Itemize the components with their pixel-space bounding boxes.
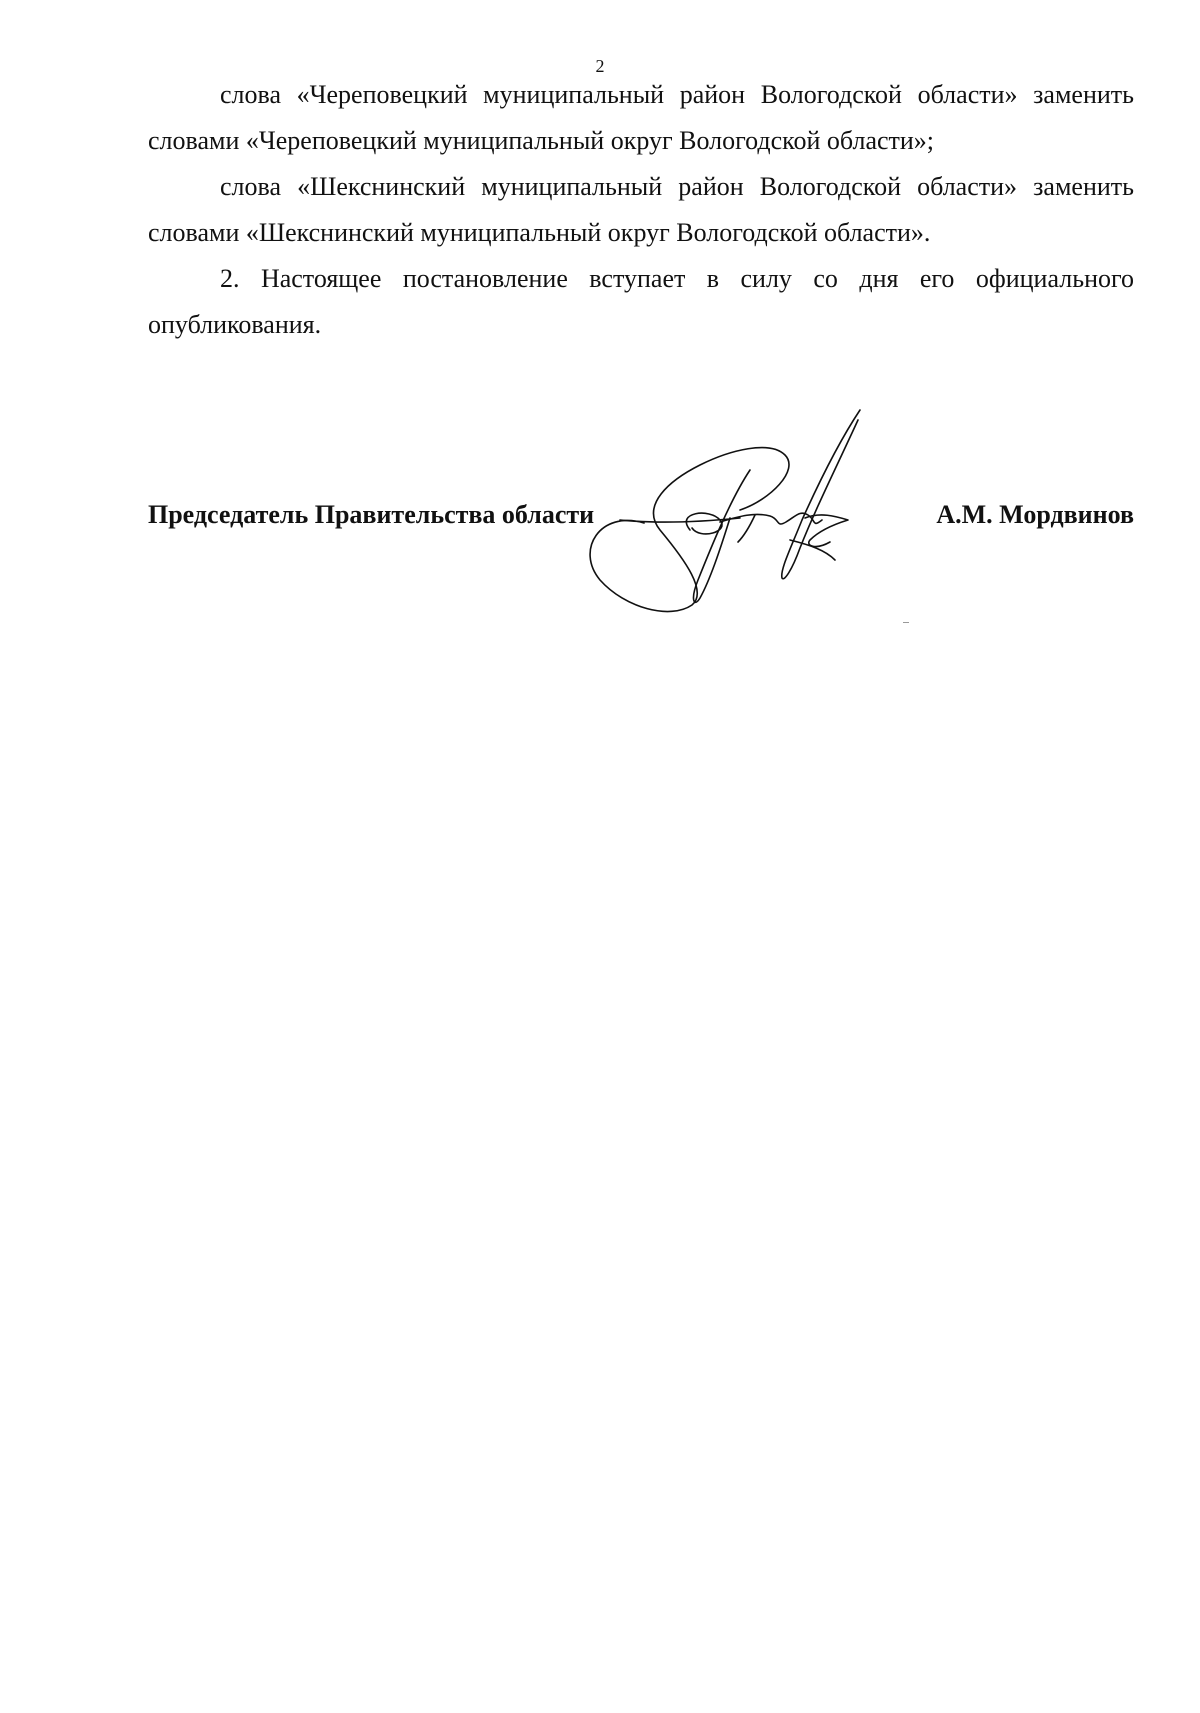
page-number: 2 xyxy=(595,56,605,76)
scan-speck xyxy=(903,622,909,623)
signatory-name: А.М. Мордвинов xyxy=(936,500,1134,529)
paragraph-effective-date: 2. Настоящее постановление вступает в силу со дня его официального опубликования. xyxy=(148,264,1134,339)
paragraph-replace-cherepovets: слова «Череповецкий муниципальный район Вологодской области» заменить словами «Череповецкий муниципальный округ Вологодской области»; xyxy=(148,80,1134,155)
signature-block xyxy=(148,495,1134,535)
document-body xyxy=(148,72,1134,348)
paragraph-replace-sheksna: слова «Шекснинский муниципальный район Вологодской области» заменить словами «Шекснинский муниципальный округ Вологодской области». xyxy=(148,172,1134,247)
signatory-position: Председатель Правительства области xyxy=(148,500,595,529)
